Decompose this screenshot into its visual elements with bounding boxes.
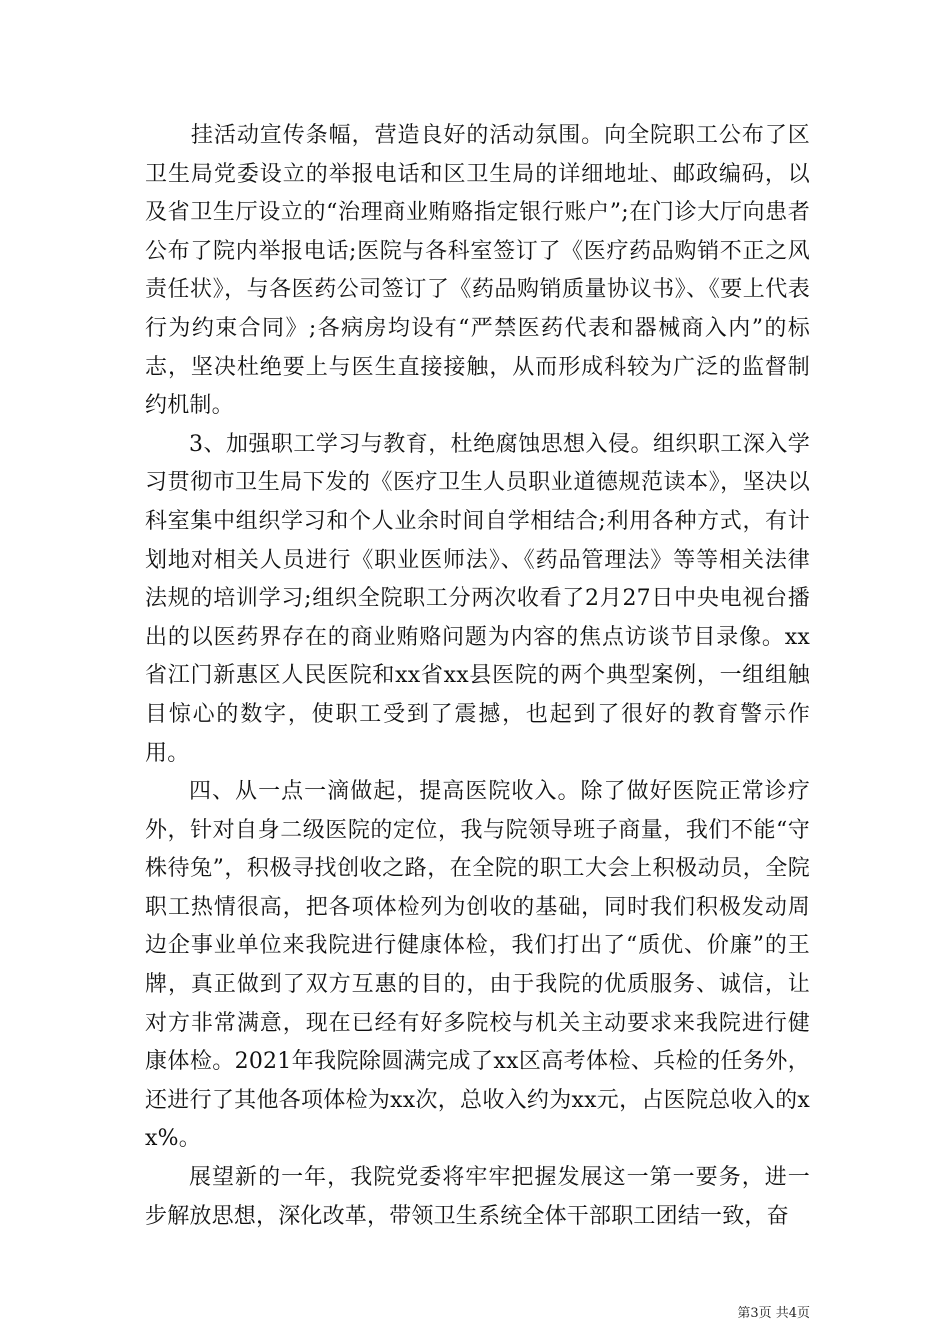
page-number-footer: 第3页 共4页 bbox=[737, 1306, 810, 1321]
paragraph-1: 挂活动宣传条幅，营造良好的活动氛围。向全院职工公布了区卫生局党委设立的举报电话和区卫生局的详细地址、邮政编码，以及省卫生厅设立的“治理商业贿赂指定银行账户”;在门诊大厅向患者公布了院内举报电话;医院与各科室签订了《医疗药品购销不正之风责任状》，与各医药公司签订了《药品购销质量协议书》、《要上代表行为约束合同》;各病房均设有“严禁医药代表和器械商入内”的标志，坚决杜绝要上与医生直接接触，从而形成科较为广泛的监督制约机制。 bbox=[145, 123, 810, 419]
document-body bbox=[145, 117, 810, 1236]
paragraph-2: 3、加强职工学习与教育，杜绝腐蚀思想入侵。组织职工深入学习贯彻市卫生局下发的《医疗卫生人员职业道德规范读本》，坚决以科室集中组织学习和个人业余时间自学相结合;利用各种方式，有计划地对相关人员进行《职业医师法》、《药品管理法》等等相关法律法规的培训学习;组织全院职工分两次收看了2月27日中央电视台播出的以医药界存在的商业贿赂问题为内容的焦点访谈节目录像。xx省江门新惠区人民医院和xx省xx县医院的两个典型案例，一组组触目惊心的数字，使职工受到了震撼，也起到了很好的教育警示作用。 bbox=[145, 431, 810, 766]
paragraph-3: 四、从一点一滴做起，提高医院收入。除了做好医院正常诊疗外，针对自身二级医院的定位，我与院领导班子商量，我们不能“守株待兔”，积极寻找创收之路，在全院的职工大会上积极动员，全院职工热情很高，把各项体检列为创收的基础，同时我们积极发动周边企事业单位来我院进行健康体检，我们打出了“质优、价廉”的王牌，真正做到了双方互惠的目的，由于我院的优质服务、诚信，让对方非常满意，现在已经有好多院校与机关主动要求来我院进行健康体检。2021年我院除圆满完成了xx区高考体检、兵检的任务外，还进行了其他各项体检为xx次，总收入约为xx元，占医院总收入的xx%。 bbox=[145, 779, 810, 1152]
paragraph-4: 展望新的一年，我院党委将牢牢把握发展这一第一要务，进一步解放思想，深化改革，带领卫生系统全体干部职工团结一致，奋 bbox=[145, 1165, 810, 1229]
